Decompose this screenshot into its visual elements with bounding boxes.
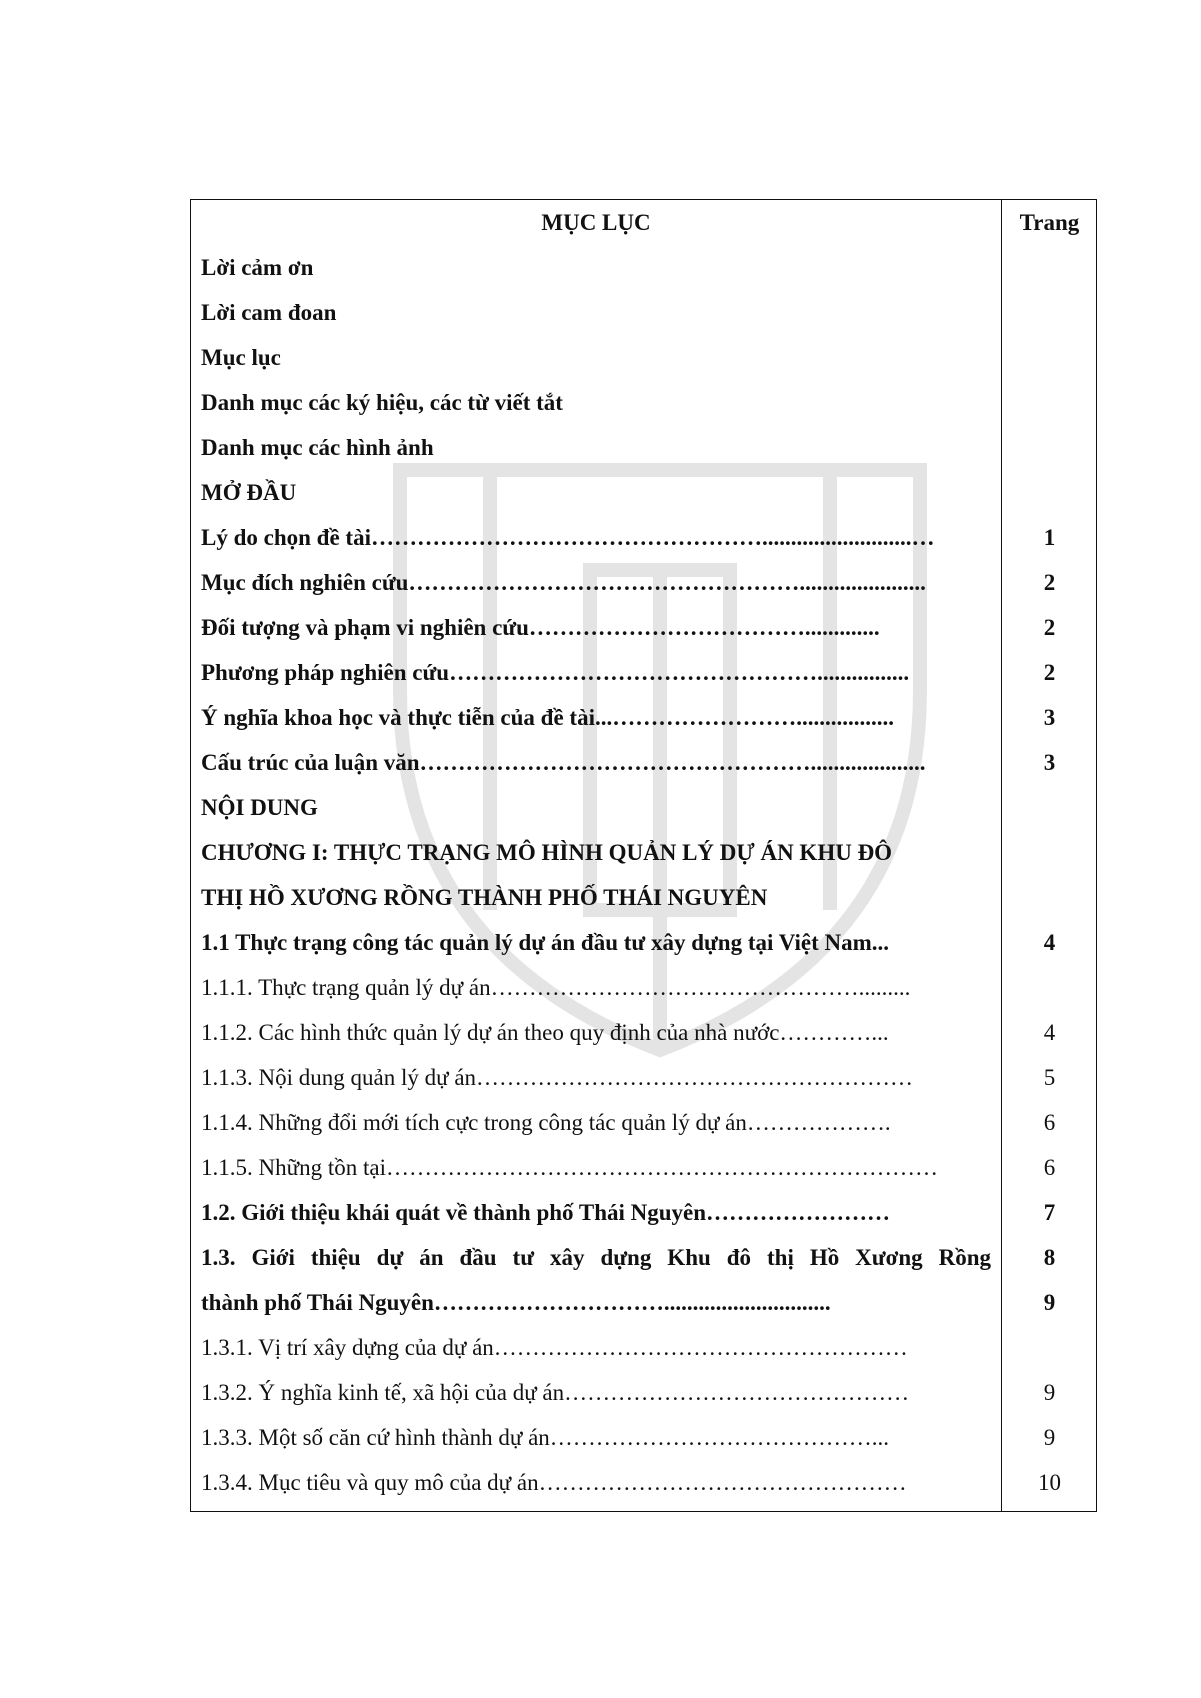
- toc-entry-text: Đối tượng và phạm vi nghiên cứu……………………………….............: [201, 615, 880, 640]
- toc-entry-text: Danh mục các ký hiệu, các từ viết tắt: [201, 390, 563, 415]
- toc-entry-page: 3: [1043, 705, 1056, 730]
- toc-entry: [191, 1100, 1098, 1145]
- toc-entry-page: 2: [1043, 570, 1056, 595]
- toc-entry-text: 1.3. Giới thiệu dự án đầu tư xây dựng Khu đô thị Hồ Xương Rồng: [201, 1245, 991, 1270]
- toc-entry-page: 5: [1043, 1065, 1056, 1090]
- toc-entry: [191, 380, 1098, 425]
- toc-entry-text: Mục đích nghiên cứu……………………………………………......................: [201, 570, 926, 595]
- toc-entry: [191, 1055, 1098, 1100]
- toc-entry: [191, 1280, 1098, 1325]
- toc-entry-page: 2: [1043, 615, 1056, 640]
- toc-entry-page: 9: [1043, 1380, 1056, 1405]
- toc-entry-text: 1.1.3. Nội dung quản lý dự án…………………………………………………: [201, 1065, 914, 1090]
- toc-entry: [191, 335, 1098, 380]
- toc-entry-page: 7: [1043, 1200, 1056, 1225]
- toc-entry-text: MỞ ĐẦU: [201, 480, 297, 505]
- toc-entry-page: [1001, 965, 1098, 1010]
- toc-entry-text: 1.1 Thực trạng công tác quản lý dự án đầu tư xây dựng tại Việt Nam...: [201, 930, 890, 955]
- toc-entry-text: 1.2. Giới thiệu khái quát về thành phố Thái Nguyên……………………: [201, 1200, 891, 1225]
- toc-entry: [191, 560, 1098, 605]
- toc-entry: [191, 785, 1098, 830]
- toc-entry-page: [1001, 335, 1098, 380]
- toc-title: MỤC LỤC: [541, 210, 651, 235]
- toc-entry: [191, 1190, 1098, 1235]
- toc-entry-text: 1.1.1. Thực trạng quản lý dự án………………………………………….........: [201, 975, 911, 1000]
- toc-entry-page: 6: [1043, 1155, 1056, 1180]
- toc-entry: [191, 245, 1098, 290]
- toc-entry-page: [1001, 290, 1098, 335]
- toc-entry-text: 1.3.1. Vị trí xây dựng của dự án………………………………………………: [201, 1335, 908, 1360]
- toc-entry-text: NỘI DUNG: [201, 795, 318, 820]
- toc-entry-text: Ý nghĩa khoa học và thực tiễn của đề tài...…………………….................: [201, 705, 894, 730]
- toc-entry-text: thành phố Thái Nguyên………………………….............................: [201, 1290, 831, 1315]
- toc-entry-page: [1001, 875, 1098, 920]
- toc-entry: [191, 1460, 1098, 1505]
- toc-entry-text: Mục lục: [201, 345, 281, 370]
- page-column-header: Trang: [1019, 210, 1080, 235]
- toc-entry-text: CHƯƠNG I: THỰC TRẠNG MÔ HÌNH QUẢN LÝ DỰ ÁN KHU ĐÔ: [201, 840, 893, 865]
- table-of-contents: [190, 199, 1097, 1512]
- toc-entry-text: 1.3.2. Ý nghĩa kinh tế, xã hội của dự án………………………………………: [201, 1380, 910, 1405]
- toc-entry: [191, 470, 1098, 515]
- toc-entry: [191, 605, 1098, 650]
- toc-entry-text: 1.1.4. Những đổi mới tích cực trong công tác quản lý dự án……………….: [201, 1110, 891, 1135]
- toc-entry: [191, 1415, 1098, 1460]
- toc-entry-text: Danh mục các hình ảnh: [201, 435, 434, 460]
- toc-header-row: [191, 200, 1098, 245]
- toc-entry-text: THỊ HỒ XƯƠNG RỒNG THÀNH PHỐ THÁI NGUYÊN: [201, 885, 768, 910]
- toc-entry: [191, 695, 1098, 740]
- toc-entry-text: Lời cam đoan: [201, 300, 337, 325]
- toc-entry-page: 8: [1043, 1245, 1056, 1270]
- toc-entry-text: Phương pháp nghiên cứu…………………………………………................: [201, 660, 910, 685]
- toc-entry-page: 1: [1043, 525, 1056, 550]
- toc-entry-page: [1001, 245, 1098, 290]
- toc-entry: [191, 1010, 1098, 1055]
- toc-entry-text: Cấu trúc của luận văn……………………………………………....................: [201, 750, 926, 775]
- toc-entry: [191, 1235, 1098, 1280]
- toc-entry-text: 1.1.2. Các hình thức quản lý dự án theo quy định của nhà nước…………...: [201, 1020, 889, 1045]
- toc-entry-page: 4: [1043, 1020, 1056, 1045]
- toc-entry-text: Lý do chọn đề tài……………………………………………..........................…: [201, 525, 935, 550]
- toc-entry-text: 1.1.5. Những tồn tại………………………………………………………………: [201, 1155, 938, 1180]
- toc-entry-page: [1001, 470, 1098, 515]
- toc-entry: [191, 1145, 1098, 1190]
- toc-entry-page: [1001, 785, 1098, 830]
- toc-entry: [191, 515, 1098, 560]
- toc-entry: [191, 875, 1098, 920]
- toc-entry: [191, 290, 1098, 335]
- toc-entry-page: [1001, 425, 1098, 470]
- toc-entry: [191, 830, 1098, 875]
- toc-entry: [191, 965, 1098, 1010]
- toc-entry-page: 9: [1043, 1425, 1056, 1450]
- toc-entry-text: 1.3.4. Mục tiêu và quy mô của dự án…………………………………………: [201, 1470, 907, 1495]
- toc-entry-page: 9: [1043, 1290, 1056, 1315]
- toc-entry: [191, 425, 1098, 470]
- toc-entry-text: 1.3.3. Một số căn cứ hình thành dự án……………………………………...: [201, 1425, 890, 1450]
- toc-entry-page: 2: [1043, 660, 1056, 685]
- toc-entry: [191, 650, 1098, 695]
- toc-entry-page: 3: [1043, 750, 1056, 775]
- toc-entry: [191, 740, 1098, 785]
- toc-entry-text: Lời cảm ơn: [201, 255, 314, 280]
- toc-entry: [191, 920, 1098, 965]
- toc-entry-page: [1001, 380, 1098, 425]
- toc-entry: [191, 1325, 1098, 1370]
- toc-entry-page: [1001, 1325, 1098, 1370]
- toc-entry-page: [1001, 830, 1098, 875]
- toc-entry-page: 6: [1043, 1110, 1056, 1135]
- toc-entry: [191, 1370, 1098, 1415]
- toc-entry-page: 10: [1038, 1470, 1061, 1495]
- toc-entry-page: 4: [1043, 930, 1056, 955]
